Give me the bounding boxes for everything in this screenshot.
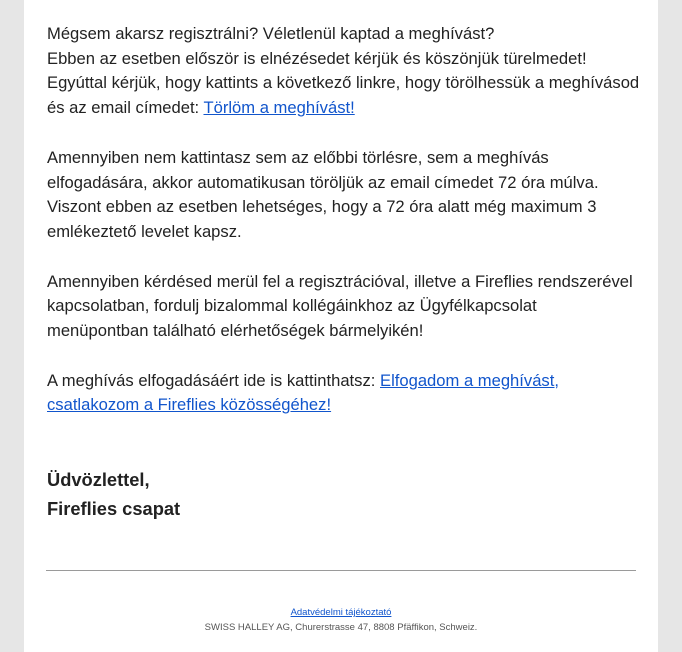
paragraph-support-info — [47, 270, 642, 344]
footer-divider — [46, 570, 636, 571]
signoff-team: Fireflies csapat — [47, 498, 181, 520]
privacy-policy-link[interactable]: Adatvédelmi tájékoztató — [290, 607, 392, 618]
paragraph-line: Egyúttal kérjük, hogy kattints a következő linkre, hogy törölhessük a meghívásod — [47, 73, 640, 93]
paragraph-line: Ebben az esetben először is elnézésedet kérjük és köszönjük türelmedet! — [47, 48, 587, 68]
signoff-greeting: Üdvözlettel, — [47, 469, 150, 491]
paragraph-line: menüpontban található elérhetőségek bármelyikén! — [47, 321, 424, 341]
paragraph-cancel-registration — [47, 22, 642, 121]
delete-invitation-link[interactable]: Törlöm a meghívást! — [203, 98, 355, 118]
paragraph-line: Viszont ebben az esetben lehetséges, hogy a 72 óra alatt még maximum 3 — [47, 197, 597, 217]
paragraph-line: Mégsem akarsz regisztrálni? Véletlenül kaptad a meghívást? — [47, 24, 495, 43]
paragraph-line: Amennyiben kérdésed merül fel a regisztrációval, illetve a Fireflies rendszerével — [47, 271, 633, 291]
paragraph-line: elfogadására, akkor automatikusan töröljük az email címedet 72 óra múlva. — [47, 172, 599, 192]
paragraph-line: kapcsolatban, fordulj bizalommal kollégáinkhoz az Ügyfélkapcsolat — [47, 296, 537, 316]
paragraph-line: A meghívás elfogadásáért ide is kattinthatsz: — [47, 370, 380, 390]
accept-link-line[interactable]: Elfogadom a meghívást, — [380, 370, 559, 390]
paragraph-line: Amennyiben nem kattintasz sem az előbbi törlésre, sem a meghívás — [47, 147, 549, 167]
email-card — [24, 0, 658, 652]
company-address: SWISS HALLEY AG, Churerstrasse 47, 8808 Pfäffikon, Schweiz. — [204, 622, 478, 633]
accept-link-line[interactable]: csatlakozom a Fireflies közösségéhez! — [47, 395, 332, 415]
paragraph-line: és az email címedet: — [47, 98, 204, 118]
paragraph-accept-invitation — [47, 369, 642, 418]
paragraph-auto-delete-info — [47, 146, 642, 245]
paragraph-line: emlékeztető levelet kapsz. — [47, 221, 242, 241]
email-body — [47, 22, 642, 523]
signoff — [47, 465, 642, 523]
email-footer — [24, 605, 658, 635]
